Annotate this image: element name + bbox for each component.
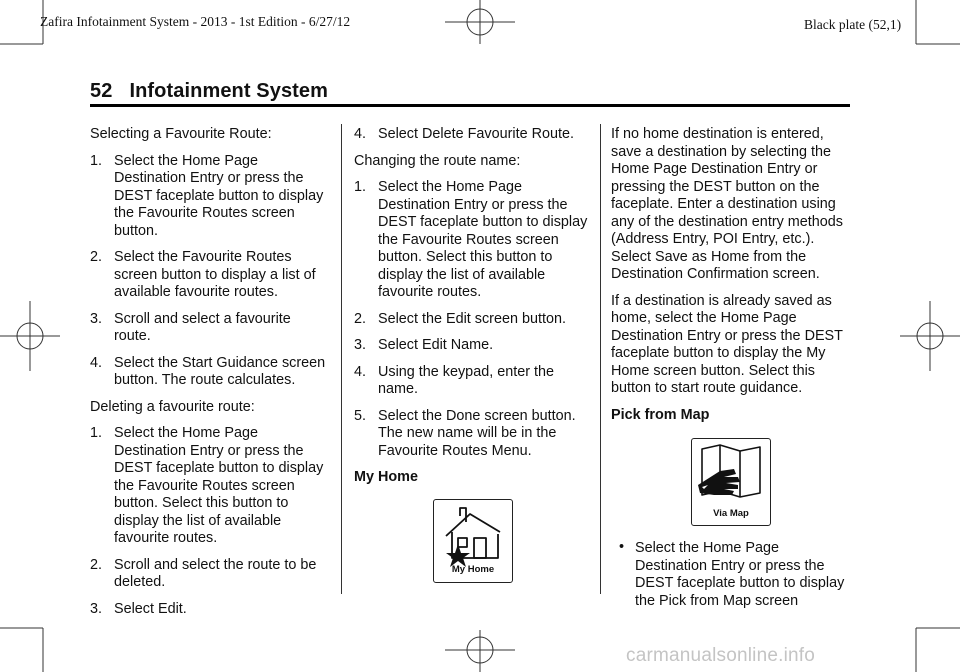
list-item xyxy=(354,364,592,399)
steps-delete-favourite xyxy=(90,425,330,618)
my-home-figure xyxy=(354,499,592,583)
step-number: 3. xyxy=(354,337,367,353)
paragraph-no-home: If no home destination is entered, save a destination by selecting the Home Page Destination Entry or pressing the DEST button on the faceplate. Enter a destination using any of the destination entry methods (Address Entry, POI Entry, etc.). Select Save as Home from the Destination Confirmation screen. xyxy=(611,126,843,282)
list-item xyxy=(354,126,592,144)
list-item xyxy=(354,311,592,329)
step-text: Select Edit Name. xyxy=(378,337,494,353)
step-number: 4. xyxy=(354,363,367,380)
title-rule xyxy=(90,104,850,107)
steps-change-name xyxy=(354,179,592,460)
step-text: Select the Start Guidance screen button. The route calculates. xyxy=(114,354,326,388)
step-number: 5. xyxy=(354,407,367,424)
header-edition-text: Zafira Infotainment System - 2013 - 1st Edition - 6/27/12 xyxy=(40,14,351,29)
step-text: Select the Edit screen button. xyxy=(378,310,566,327)
via-map-button-icon xyxy=(691,438,771,526)
step-text: Using the keypad, enter the name. xyxy=(378,363,554,397)
list-item xyxy=(90,153,330,241)
list-item xyxy=(90,601,330,619)
step-number: 2. xyxy=(354,310,367,327)
column-2 xyxy=(354,126,592,583)
my-home-button-icon xyxy=(433,499,513,583)
step-text: Select the Home Page Destination Entry or press the DEST faceplate button to display the Favourite Routes screen button. xyxy=(114,152,324,239)
step-number: 4. xyxy=(354,126,367,142)
list-item xyxy=(90,311,330,346)
paragraph-select-favourite: Selecting a Favourite Route: xyxy=(90,126,272,142)
step-number: 2. xyxy=(90,249,103,265)
step-text: Select the Done screen button. The new name will be in the Favourite Routes Menu. xyxy=(378,407,576,459)
section-title-text: Infotainment System xyxy=(129,80,329,102)
bullet-glyph: • xyxy=(619,539,625,555)
step-number: 1. xyxy=(90,152,103,169)
column-divider-2 xyxy=(600,124,601,594)
step-text: Select the Favourite Routes screen button to display a list of available favourite routes. xyxy=(114,249,316,300)
list-item xyxy=(90,557,330,592)
list-item xyxy=(90,355,330,390)
step-number: 3. xyxy=(90,310,103,327)
paragraph-delete-favourite: Deleting a favourite route: xyxy=(90,398,255,415)
via-map-label: Via Map xyxy=(713,507,749,519)
step-number: 1. xyxy=(90,425,103,441)
step-text: Select the Home Page Destination Entry or press the DEST faceplate button to display the Favourite Routes screen button. Select this button to display the list of available favourite routes. xyxy=(378,179,588,300)
list-item xyxy=(354,179,592,302)
via-map-figure xyxy=(611,438,851,526)
step-text: Select Delete Favourite Route. xyxy=(378,126,574,142)
list-item xyxy=(354,337,592,355)
page-title xyxy=(90,80,328,103)
page-number: 52 xyxy=(90,80,113,102)
heading-my-home: My Home xyxy=(354,469,418,485)
paragraph-home-saved: If a destination is already saved as home, select the Home Page Destination Entry or press the DEST faceplate button to display the My Home screen button. Select this button to start route guidance. xyxy=(611,292,843,396)
bullet-text: Select the Home Page Destination Entry or press the DEST faceplate button to display the Pick from Map screen xyxy=(635,540,845,609)
list-item xyxy=(90,249,330,302)
pick-from-map-bullets xyxy=(611,540,851,610)
step-text: Scroll and select a favourite route. xyxy=(114,310,291,344)
steps-select-favourite xyxy=(90,153,330,390)
step-number: 1. xyxy=(354,179,367,195)
step-text: Select Edit. xyxy=(114,600,187,617)
step-text: Scroll and select the route to be deleted. xyxy=(114,556,317,590)
header-plate-text: Black plate (52,1) xyxy=(804,17,902,32)
map-hand-icon xyxy=(694,441,768,511)
list-item xyxy=(354,408,592,461)
heading-pick-from-map: Pick from Map xyxy=(611,406,710,423)
steps-delete-continued xyxy=(354,126,592,144)
house-star-icon xyxy=(436,502,510,568)
step-number: 2. xyxy=(90,556,103,573)
paragraph-change-name: Changing the route name: xyxy=(354,152,521,169)
column-divider-1 xyxy=(341,124,342,594)
column-3 xyxy=(611,126,851,619)
list-item xyxy=(611,540,851,610)
my-home-label: My Home xyxy=(451,564,495,575)
column-1 xyxy=(90,126,330,627)
step-number: 4. xyxy=(90,354,103,371)
step-number: 3. xyxy=(90,600,103,617)
watermark: carmanualsonline.info xyxy=(626,645,816,666)
list-item xyxy=(90,425,330,548)
step-text: Select the Home Page Destination Entry or press the DEST faceplate button to display the Favourite Routes screen button. Select this button to display the list of available favourite routes. xyxy=(114,425,324,546)
